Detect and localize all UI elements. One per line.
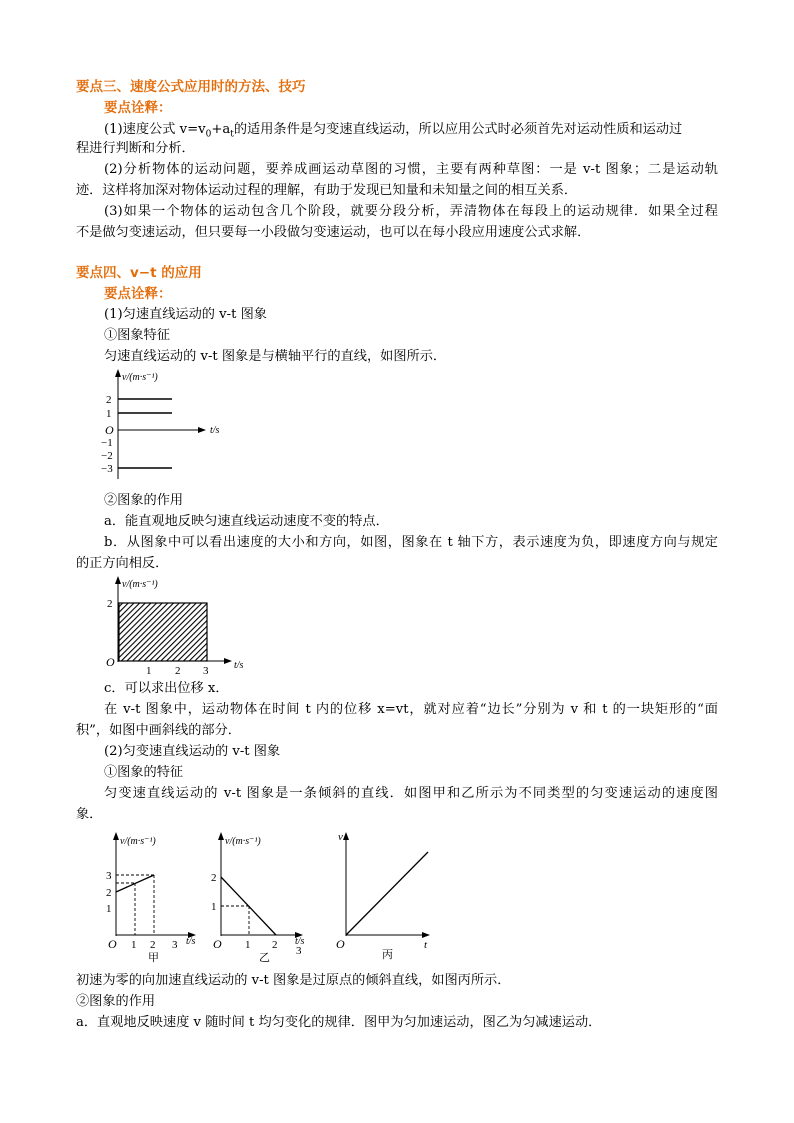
xtick: 1 (146, 665, 152, 674)
figure-uniform-vt (100, 367, 240, 487)
ytick: 2 (106, 887, 112, 899)
text-l11a: 匀变速直线运动的 v-t 图象是一条倾斜的直线．如图甲和乙所示为不同类型的匀变速运动的速度图 (104, 786, 718, 801)
ytick: −1 (101, 437, 113, 449)
x-axis-arrow (224, 658, 232, 664)
origin-label: O (336, 937, 345, 951)
figure-area-vt (100, 574, 250, 674)
ytick: 1 (211, 901, 217, 913)
text-l8b: 积”，如图中画斜线的部分． (76, 723, 241, 738)
text-l14: a．直观地反映速度 v 随时间 t 均匀变化的规律．图甲为匀加速运动，图乙为匀减速运动． (76, 1015, 602, 1030)
paragraph-3-2-line1: (2)分析物体的运动问题，要养成画运动草图的习惯，主要有两种草图：一是 v-t 图象；二是运动轨 (104, 162, 718, 177)
x-label: t/s (210, 425, 220, 436)
ytick: 1 (106, 408, 112, 420)
x-label: t/s (234, 660, 244, 671)
figure-caption: 乙 (259, 952, 270, 963)
section-subheading-4: 要点诠释： (104, 286, 172, 302)
y-label: v/(m·s⁻¹) (122, 579, 158, 590)
origin-label: O (213, 937, 222, 951)
ytick: −2 (101, 450, 113, 462)
y-axis-arrow (113, 832, 119, 840)
text-l11b: 象． (76, 807, 103, 822)
paragraph-3-1-line2: 程进行判断和分析． (76, 141, 195, 156)
ytick: 2 (211, 872, 217, 884)
x-label: t/s (295, 936, 305, 947)
text-l1: (1)匀速直线运动的 v-t 图象 (104, 307, 267, 322)
origin-label: O (108, 937, 117, 951)
text-l6a: b．从图象中可以看出速度的大小和方向，如图，图象在 t 轴下方，表示速度为负，即速度方向与规定 (104, 535, 718, 550)
text-l3: 匀速直线运动的 v-t 图象是与横轴平行的直线，如图所示． (104, 349, 447, 364)
xtick: 3 (296, 945, 302, 957)
ytick: 2 (107, 598, 113, 610)
text-l12: 初速为零的向加速直线运动的 v-t 图象是过原点的倾斜直线，如图丙所示． (76, 973, 511, 988)
displacement-area (119, 603, 207, 661)
x-axis-arrow (422, 932, 430, 938)
xtick: 1 (131, 939, 137, 951)
x-label: t (424, 939, 428, 951)
y-axis-arrow (343, 832, 349, 840)
y-axis-arrow (115, 369, 121, 377)
y-label: v/(m·s⁻¹) (120, 836, 156, 847)
ytick: −3 (101, 463, 113, 475)
paragraph-3-3-line1: (3)如果一个物体的运动包含几个阶段，就要分段分析，弄清物体在每段上的运动规律．如果全过程 (104, 204, 718, 219)
ytick: 2 (106, 394, 112, 406)
xtick: 3 (172, 939, 178, 951)
section-heading-3: 要点三、速度公式应用时的方法、技巧 (76, 79, 306, 95)
ytick: 1 (106, 903, 112, 915)
text-l2: ①图象特征 (104, 328, 170, 343)
y-label: v (338, 831, 343, 843)
text-l6b: 的正方向相反． (76, 556, 169, 571)
velocity-line (346, 852, 428, 935)
origin-label: O (105, 423, 114, 437)
y-label: v/(m·s⁻¹) (225, 836, 261, 847)
text-l8a: 在 v-t 图象中，运动物体在时间 t 内的位移 x=vt，就对应着“边长”分别为 v 和 t 的一块矩形的“面 (104, 702, 718, 717)
figure-caption: 丙 (382, 949, 393, 961)
xtick: 2 (272, 939, 278, 951)
x-axis-arrow (198, 427, 206, 433)
paragraph-3-2-line2: 迹．这样将加深对物体运动过程的理解，有助于发现已知量和未知量之间的相互关系． (76, 183, 578, 198)
y-label: v/(m·s⁻¹) (122, 372, 158, 383)
text-l5: a．能直观地反映匀速直线运动速度不变的特点． (104, 514, 389, 529)
figure-jia (98, 828, 210, 963)
paragraph-3-1-line1: (1)速度公式 $v=v_0+a_t$的适用条件是匀变速直线运动，所以应用公式时必须首先对运动性质和运动过 (104, 122, 683, 140)
text-l7: c．可以求出位移 x． (104, 681, 229, 696)
text-l10: ①图象的特征 (104, 765, 184, 780)
figure-bing (330, 828, 440, 963)
ytick: 3 (106, 870, 112, 882)
xtick: 3 (203, 665, 209, 674)
figure-caption: 甲 (148, 952, 159, 963)
section-subheading-3: 要点诠释： (104, 100, 172, 116)
xtick: 2 (175, 665, 181, 674)
origin-label: O (106, 655, 115, 669)
y-axis-arrow (218, 832, 224, 840)
figure-yi (203, 828, 321, 963)
y-axis-arrow (115, 576, 121, 584)
section-heading-4: 要点四、v−t 的应用 (76, 265, 202, 281)
xtick: 2 (150, 939, 156, 951)
x-label: t/s (186, 936, 196, 947)
text-l9: (2)匀变速直线运动的 v-t 图象 (104, 744, 281, 759)
xtick: 1 (245, 939, 251, 951)
paragraph-3-3-line2: 不是做匀变速运动，但只要每一小段做匀变速运动，也可以在每小段应用速度公式求解． (76, 225, 591, 240)
text-l4: ②图象的作用 (104, 493, 184, 508)
text-l13: ②图象的作用 (76, 994, 156, 1009)
